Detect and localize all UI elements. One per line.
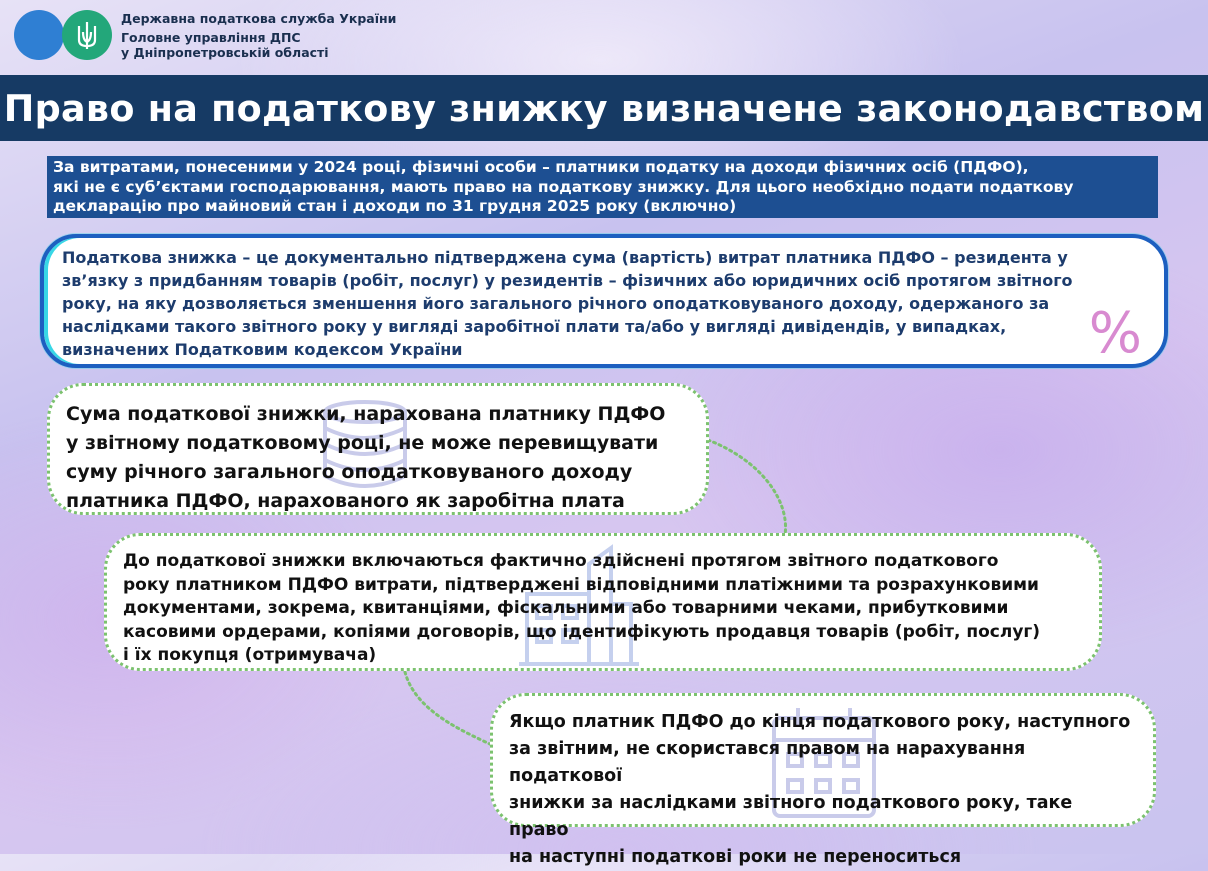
- org-line-3: у Дніпропетровській області: [121, 44, 329, 60]
- box2-line: До податкової знижки включаються фактично здійснені протягом звітного податкового: [123, 551, 999, 571]
- definition-line: визначених Податковим кодексом України: [62, 340, 463, 359]
- box1-line: у звітному податковому році, не може перевищувати: [66, 432, 659, 454]
- intro-line: які не є суб’єктами господарювання, мають право на податкову знижку. Для цього необхідно подати податкову: [53, 177, 1074, 196]
- intro-banner: [47, 156, 1158, 218]
- definition-line: року, на яку дозволяється зменшення його загального річного оподатковуваного доходу, одержаного за: [62, 294, 1050, 313]
- box2-line: документами, зокрема, квитанціями, фіскальними або товарними чеками, прибутковими: [123, 598, 1009, 618]
- definition-line: наслідками такого звітного року у вигляді заробітної плати та/або у вигляді дивідендів, у випадках,: [62, 317, 1007, 336]
- expenses-info-box: [104, 533, 1102, 671]
- limit-info-box: [47, 383, 709, 515]
- carryover-info-box: [490, 693, 1156, 867]
- header-logos: [14, 10, 396, 60]
- box2-line: касовими ордерами, копіями договорів, що ідентифікують продавця товарів (робіт, послуг): [123, 621, 1041, 642]
- page-title: Право на податкову знижку визначене законодавством: [0, 75, 1208, 141]
- box3-line: знижки за наслідками звітного податкового року, таке право: [509, 793, 1073, 840]
- organization-name: [121, 11, 396, 60]
- box1-line: суму річного загального оподатковуваного доходу: [66, 461, 633, 483]
- box1-line: платника ПДФО, нарахованого як заробітна плата: [66, 490, 625, 512]
- circle-blue-logo-icon: [14, 10, 64, 60]
- intro-line: За витратами, понесеними у 2024 році, фізичні особи – платники податку на доходи фізичних осіб (ПДФО),: [53, 158, 1029, 176]
- org-line-2: Головне управління ДПС: [121, 29, 301, 45]
- box3-line: на наступні податкові роки не переноситься: [509, 847, 962, 867]
- definition-line: зв’язку з придбанням товарів (робіт, послуг) у резидентів – фізичних або юридичних осіб протягом звітного: [62, 271, 1073, 290]
- box2-line: і їх покупця (отримувача): [123, 645, 377, 665]
- definition-box: [40, 234, 1168, 368]
- org-line-1: Державна податкова служба України: [121, 10, 397, 26]
- trident-logo-icon: [62, 10, 112, 60]
- intro-line: декларацію про майновий стан і доходи по 31 грудня 2025 року (включно): [53, 197, 737, 215]
- box2-line: року платником ПДФО витрати, підтверджені відповідними платіжними та розрахунковими: [123, 574, 1039, 595]
- definition-line: Податкова знижка – це документально підтверджена сума (вартість) витрат платника ПДФО – резидента у: [62, 248, 1068, 267]
- box1-line: Сума податкової знижки, нарахована платнику ПДФО: [66, 403, 666, 425]
- box3-line: за звітним, не скористався правом на нарахування податкової: [509, 739, 1026, 786]
- percent-icon: %: [1088, 301, 1142, 366]
- box3-line: Якщо платник ПДФО до кінця податкового року, наступного: [509, 712, 1131, 732]
